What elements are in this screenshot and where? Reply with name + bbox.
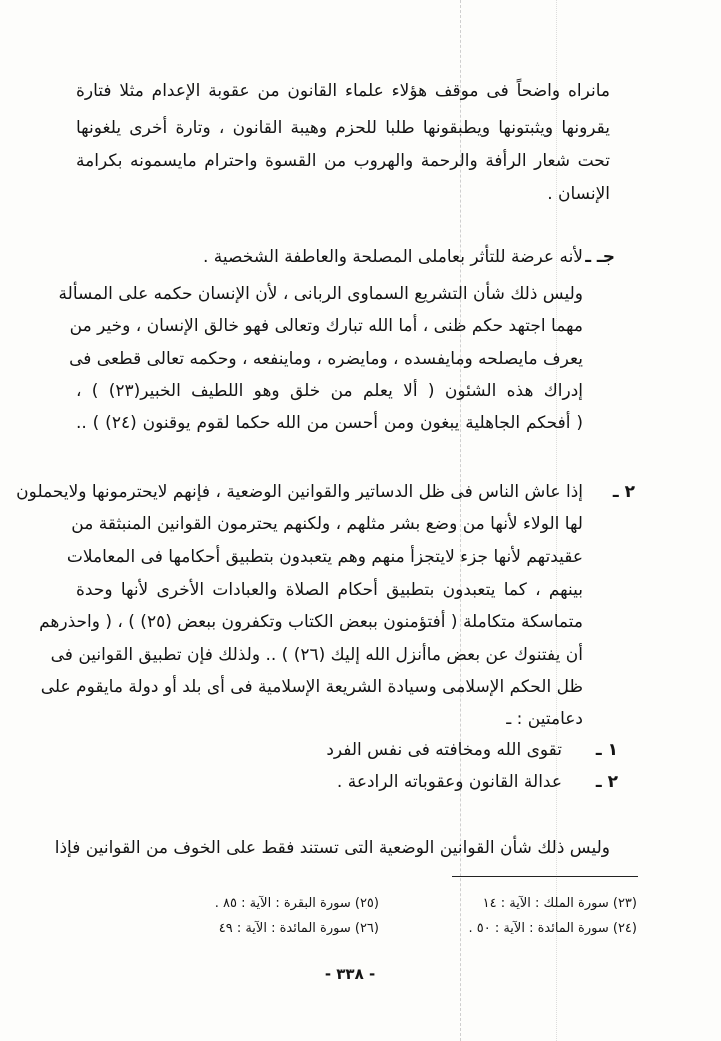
footnote-text: سورة المائدة : الآية : ٤٩ xyxy=(218,921,351,936)
footnote-23 xyxy=(483,895,637,913)
item-marker-jeem: جـ ـ xyxy=(585,247,615,267)
footnote-text: سورة المائدة : الآية : ٥٠ . xyxy=(468,921,609,936)
paragraph-line: بينهم ، كما يتعبدون بتطبيق أحكام الصلاة والعبادات الأخرى لأنها وحدة xyxy=(76,580,583,600)
paragraph-line: مانراه واضحاً فى موقف هؤلاء علماء القانون من عقوبة الإعدام مثلا فتارة xyxy=(76,81,610,101)
footnote-text: سورة البقرة : الآية : ٨٥ . xyxy=(214,896,351,911)
paragraph-line: يعرف مايصلحه ومايفسده ، ومايضره ، وماينفعه ، وحكمه تعالى قطعى فى xyxy=(69,349,583,369)
paragraph-line: عقيدتهم لأنها جزء لايتجزأ منهم وهم يتعبدون بتطبيق أحكامها فى المعاملات xyxy=(66,547,583,567)
footnote-number: (٢٤) xyxy=(612,921,637,936)
page-number: - ٣٣٨ - xyxy=(324,965,376,983)
paragraph-line: إذا عاش الناس فى ظل الدساتير والقوانين الوضعية ، فإنهم لايحترمونها ولايحملون xyxy=(16,482,583,502)
footnote-number: (٢٥) xyxy=(354,896,379,911)
paragraph-line: مهما اجتهد حكم ظنى ، أما الله تبارك وتعالى فهو خالق الإنسان ، وخير من xyxy=(69,316,583,336)
footnote-24 xyxy=(468,920,637,938)
footnote-number: (٢٦) xyxy=(354,921,379,936)
paragraph-line: لها الولاء لأنها من وضع بشر مثلهم ، ولكنهم يحترمون القوانين المنبثقة من xyxy=(71,514,583,534)
paragraph-line: وليس ذلك شأن التشريع السماوى الربانى ، لأن الإنسان حكمه على المسألة xyxy=(58,284,583,304)
subitem-text-1: تقوى الله ومخافته فى نفس الفرد xyxy=(326,740,562,760)
paragraph-line: متماسكة متكاملة ( أفتؤمنون ببعض الكتاب وتكفرون ببعض (٢٥) ) ، ( واحذرهم xyxy=(39,612,583,632)
paragraph-line: دعامتين : ـ xyxy=(506,709,583,729)
footnote-text: سورة الملك : الآية : ١٤ xyxy=(482,896,609,911)
paragraph-line: تحت شعار الرأفة والرحمة والهروب من القسوة واحترام مايسمونه بكرامة xyxy=(76,151,610,171)
item-marker-2: ٢ ـ xyxy=(612,482,635,502)
subitem-marker-1: ١ ـ xyxy=(595,740,618,760)
paragraph-line: أن يفتنوك عن بعض ماأنزل الله إليك (٢٦) ) .. ولذلك فإن تطبيق القوانين فى xyxy=(50,645,583,665)
footnote-26 xyxy=(219,920,379,938)
subitem-marker-2: ٢ ـ xyxy=(595,772,618,792)
paragraph-line: ظل الحكم الإسلامى وسيادة الشريعة الإسلامية فى أى بلد أو دولة مايقوم على xyxy=(40,677,583,697)
paragraph-line: يقرونها ويثبتونها ويطبقونها طلبا للحزم وهيبة القانون ، وتارة أخرى يلغونها xyxy=(76,118,610,138)
footnote-25 xyxy=(215,895,379,913)
closing-line: وليس ذلك شأن القوانين الوضعية التى تستند فقط على الخوف من القوانين فإذا xyxy=(54,838,610,858)
footnote-number: (٢٣) xyxy=(612,896,637,911)
paragraph-line: الإنسان . xyxy=(547,184,610,204)
footnote-rule xyxy=(452,876,638,877)
paragraph-line: ( أفحكم الجاهلية يبغون ومن أحسن من الله حكما لقوم يوقنون (٢٤) ) .. xyxy=(76,413,583,433)
paragraph-line: إدراك هذه الشئون ( ألا يعلم من خلق وهو اللطيف الخبير(٢٣) ) ، xyxy=(76,381,583,401)
item-heading: لأنه عرضة للتأثر بعاملى المصلحة والعاطفة الشخصية . xyxy=(202,247,583,267)
subitem-text-2: عدالة القانون وعقوباته الرادعة . xyxy=(336,772,562,792)
